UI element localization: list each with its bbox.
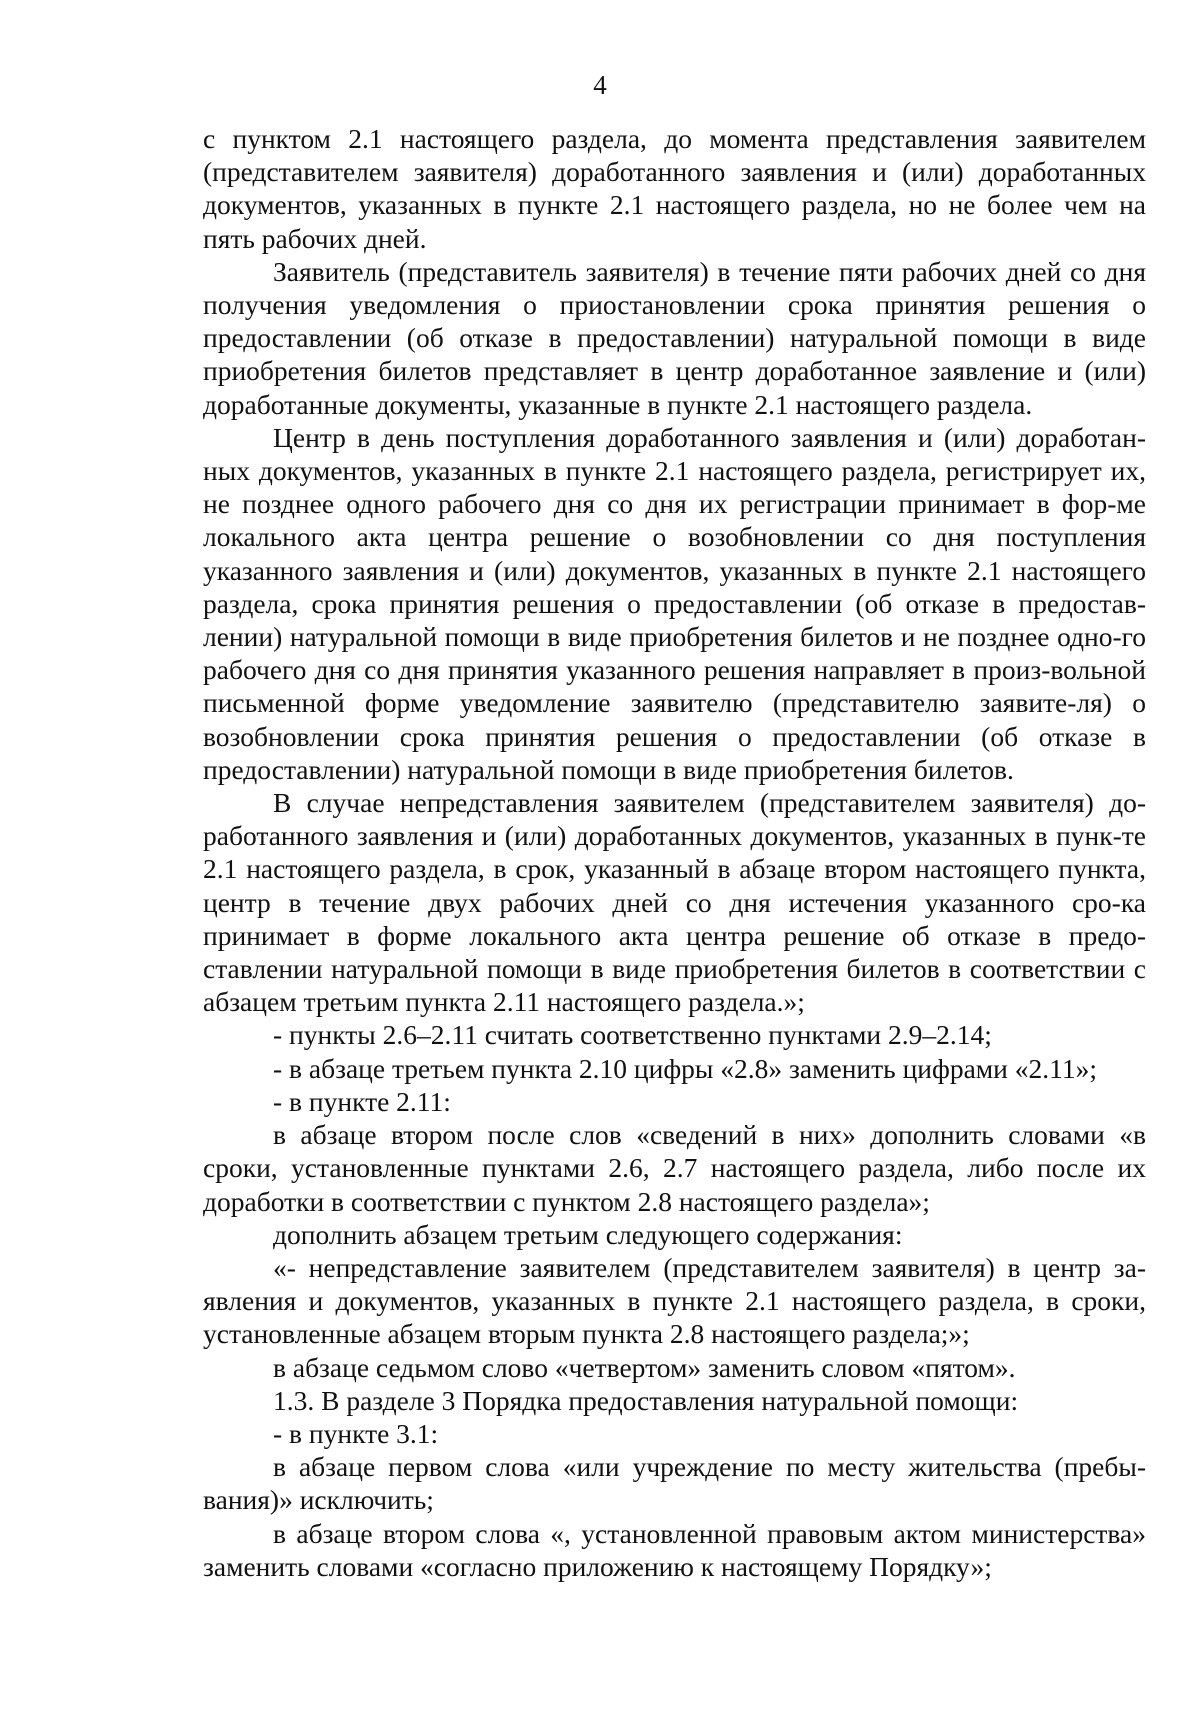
amendment-point-2-11: - в пункте 2.11: [273, 1085, 451, 1117]
amendment-2-11-add-third: дополнить абзацем третьим следующего содержания: [273, 1218, 903, 1250]
amendment-point-2-10: - в абзаце третьем пункта 2.10 цифры «2.8» заменить цифрами «2.11»; [273, 1052, 1098, 1084]
amendment-2-11-second-paragraph: в абзаце втором после слов «сведений в них» дополнить словами «в сроки, установленные пунктами 2.6, 2.7 настоящего раздела, либо после их доработки в соответствии с пунктом 2.8 настоящего раздела»; [203, 1119, 1146, 1217]
paragraph-nonsubmission: В случае непредставления заявителем (представителем заявителя) до-работанного заявления и (или) доработанных документов, указанных в пунк-те 2.1 настоящего раздела, в срок, указанный в абзаце втором настоящего пункта, центр в течение двух рабочих дней со дня истечения указанного сро-ка принимает в форме локального акта центра решение об отказе в предо-ставлении натуральной помощи в виде приобретения билетов в соответствии с абзацем третьим пункта 2.11 настоящего раздела.»; [203, 787, 1146, 1018]
paragraph-center-resumption: Центр в день поступления доработанного заявления и (или) доработан-ных документов, указанных в пункте 2.1 настоящего раздела, регистрирует их, не позднее одного рабочего дня со дня их регистрации принимает в фор-ме локального акта центра решение о возобновлении со дня поступления указанного заявления и (или) документов, указанных в пункте 2.1 настоящего раздела, срока принятия решения о предоставлении (об отказе в предостав-лении) натуральной помощи в виде приобретения билетов и не позднее одно-го рабочего дня со дня принятия указанного решения направляет в произ-вольной письменной форме уведомление заявителю (представителю заявите-ля) о возобновлении срока принятия решения о предоставлении (об отказе в предоставлении) натуральной помощи в виде приобретения билетов. [203, 421, 1146, 785]
page-number: 4 [593, 70, 607, 100]
amendment-2-11-seventh-paragraph: в абзаце седьмом слово «четвертом» заменить словом «пятом». [273, 1351, 1016, 1383]
amendment-renumber: - пункты 2.6–2.11 считать соответственно пунктами 2.9–2.14; [273, 1019, 992, 1051]
amendment-2-11-new-text: «- непредставление заявителем (представителем заявителя) в центр за-явления и документов, указанных в пункте 2.1 настоящего раздела, в сроки, установленные абзацем вторым пункта 2.8 настоящего раздела;»; [203, 1251, 1146, 1350]
amendment-3-1-second-paragraph: в абзаце втором слова «, установленной правовым актом министерства» заменить словами «согласно приложению к настоящему Порядку»; [203, 1517, 1146, 1582]
amendment-point-3-1: - в пункте 3.1: [273, 1417, 439, 1449]
amendment-3-1-first-paragraph: в абзаце первом слова «или учреждение по месту жительства (пребы-вания)» исключить; [203, 1451, 1146, 1516]
document-body [203, 122, 1146, 1583]
paragraph-continuation: с пунктом 2.1 настоящего раздела, до момента представления заявителем (представителем заявителя) доработанного заявления и (или) доработанных документов, указанных в пункте 2.1 настоящего раздела, но не более чем на пять рабочих дней. [203, 123, 1146, 254]
section-1-3-heading: 1.3. В разделе 3 Порядка предоставления натуральной помощи: [273, 1384, 1019, 1416]
paragraph-applicant-deadline: Заявитель (представитель заявителя) в течение пяти рабочих дней со дня получения уведомления о приостановлении срока принятия решения о предоставлении (об отказе в предоставлении) натуральной помощи в виде приобретения билетов представляет в центр доработанное заявление и (или) доработанные документы, указанные в пункте 2.1 настоящего раздела. [203, 255, 1146, 420]
